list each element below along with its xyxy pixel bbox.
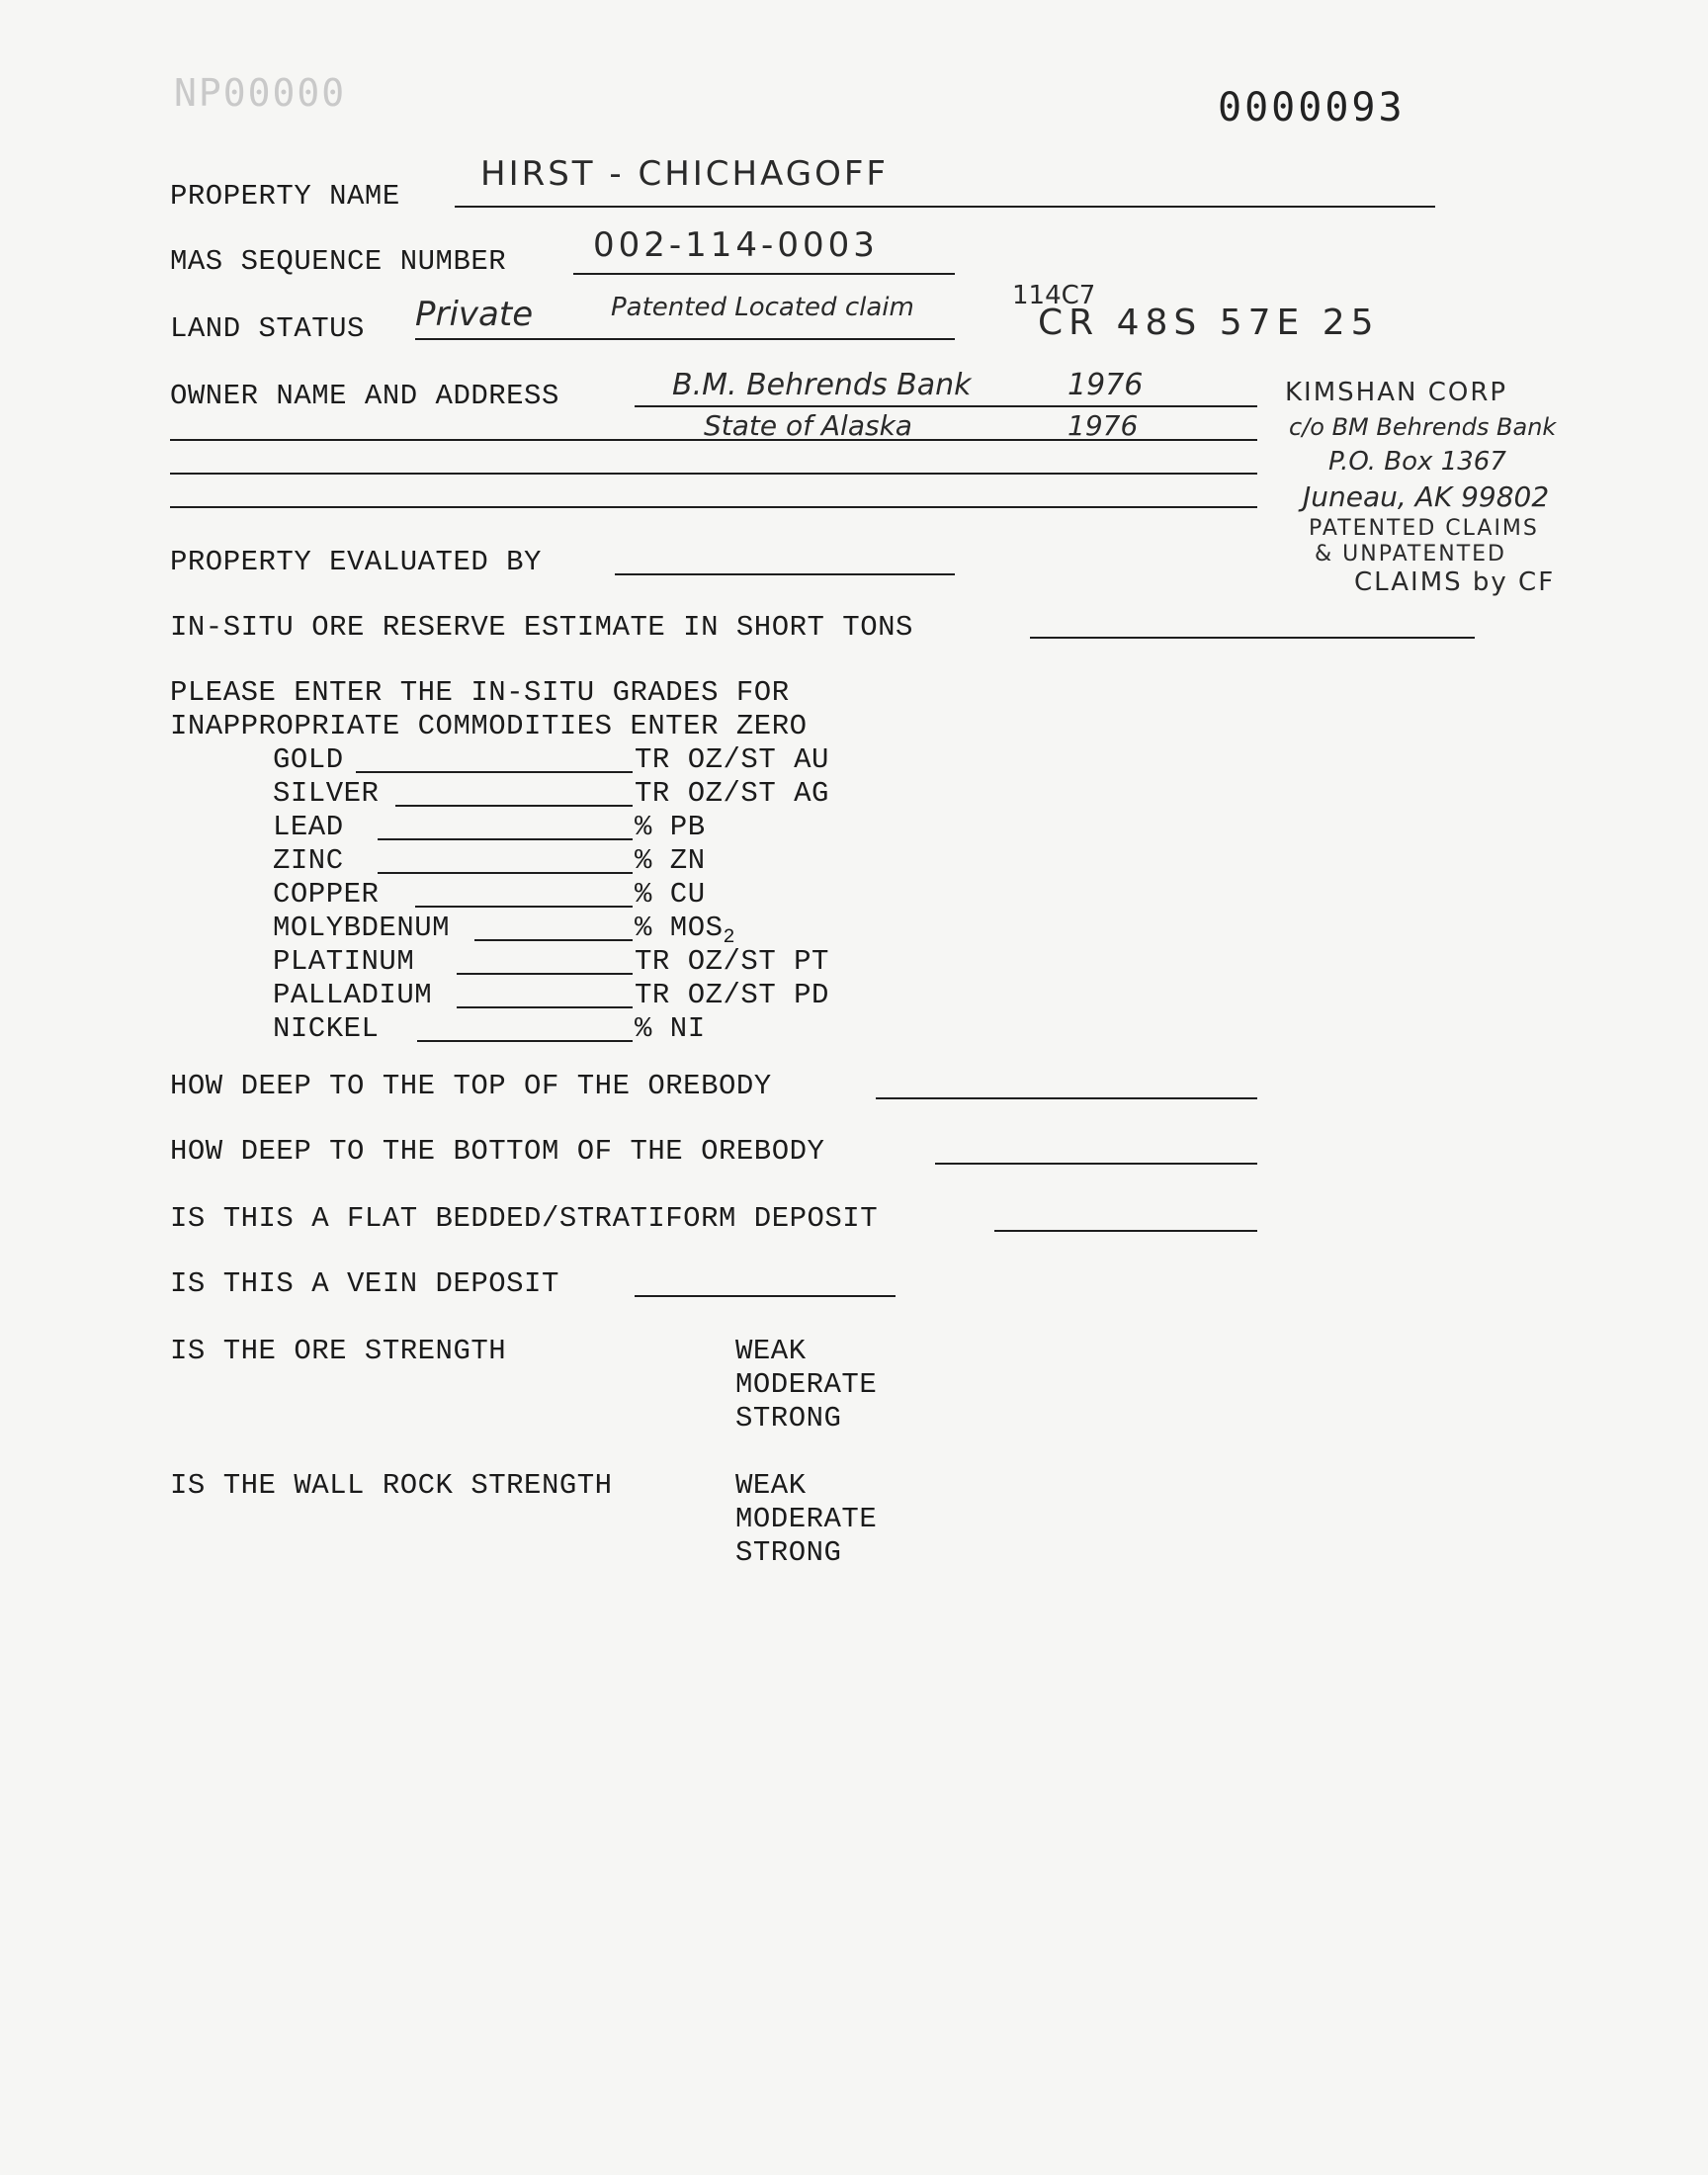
depth-top-line[interactable] xyxy=(876,1097,1257,1099)
grade-label-lead: LEAD xyxy=(273,811,344,843)
grade-unit-copper: % CU xyxy=(635,878,706,911)
map-reference: 114C7 xyxy=(1012,281,1096,310)
grade-line-silver[interactable] xyxy=(395,805,633,807)
grade-unit-molybdenum-subscript: 2 xyxy=(723,925,736,949)
ore-strength-label: IS THE ORE STRENGTH xyxy=(170,1335,507,1367)
land-status-value-patented: Patented Located claim xyxy=(611,293,914,322)
wall-strength-moderate[interactable]: MODERATE xyxy=(735,1503,878,1535)
depth-bottom-label: HOW DEEP TO THE BOTTOM OF THE OREBODY xyxy=(170,1135,825,1168)
depth-top-label: HOW DEEP TO THE TOP OF THE OREBODY xyxy=(170,1070,772,1102)
side-note-line-4: Juneau, AK 99802 xyxy=(1303,480,1550,513)
grade-unit-silver: TR OZ/ST AG xyxy=(635,777,829,810)
property-name-line[interactable] xyxy=(455,206,1435,208)
grade-unit-platinum: TR OZ/ST PT xyxy=(635,945,829,978)
side-note-line-2: c/o BM Behrends Bank xyxy=(1289,413,1557,441)
owner-value-2: State of Alaska xyxy=(704,409,912,442)
land-status-line[interactable] xyxy=(415,338,955,340)
wall-strength-weak[interactable]: WEAK xyxy=(735,1469,807,1502)
grade-unit-zinc: % ZN xyxy=(635,844,706,877)
vein-deposit-label: IS THIS A VEIN DEPOSIT xyxy=(170,1267,559,1300)
owner-line-1[interactable] xyxy=(635,405,1257,407)
owner-value-1-year: 1976 xyxy=(1068,368,1144,402)
side-note-line-5: PATENTED CLAIMS xyxy=(1309,516,1539,541)
ore-strength-strong[interactable]: STRONG xyxy=(735,1402,842,1435)
side-note-line-1: KIMSHAN CORP xyxy=(1285,378,1508,407)
grade-label-palladium: PALLADIUM xyxy=(273,979,433,1011)
grade-line-nickel[interactable] xyxy=(417,1040,633,1042)
property-name-label: PROPERTY NAME xyxy=(170,180,400,213)
township-reference: CR 48S 57E 25 xyxy=(1038,303,1380,343)
ore-strength-weak[interactable]: WEAK xyxy=(735,1335,807,1367)
wall-strength-label: IS THE WALL ROCK STRENGTH xyxy=(170,1469,613,1502)
grade-line-copper[interactable] xyxy=(415,906,633,908)
side-note-line-7: CLAIMS by CF xyxy=(1354,567,1556,597)
grade-label-zinc: ZINC xyxy=(273,844,344,877)
wall-strength-strong[interactable]: STRONG xyxy=(735,1536,842,1569)
reserve-label: IN-SITU ORE RESERVE ESTIMATE IN SHORT TONS xyxy=(170,611,913,644)
owner-label: OWNER NAME AND ADDRESS xyxy=(170,380,559,412)
grade-line-zinc[interactable] xyxy=(378,872,633,874)
grade-unit-molybdenum-text: % MOS xyxy=(635,912,724,944)
land-status-label: LAND STATUS xyxy=(170,312,365,345)
land-status-value-private: Private xyxy=(415,295,534,334)
side-note-line-6: & UNPATENTED xyxy=(1315,542,1506,566)
grade-line-gold[interactable] xyxy=(356,771,633,773)
grade-unit-gold: TR OZ/ST AU xyxy=(635,743,829,776)
mas-sequence-line[interactable] xyxy=(573,273,955,275)
grades-intro-1: PLEASE ENTER THE IN-SITU GRADES FOR xyxy=(170,676,790,709)
owner-value-2-year: 1976 xyxy=(1068,409,1139,442)
grade-unit-palladium: TR OZ/ST PD xyxy=(635,979,829,1011)
evaluated-by-label: PROPERTY EVALUATED BY xyxy=(170,546,542,578)
grade-unit-lead: % PB xyxy=(635,811,706,843)
property-name-value: HIRST - CHICHAGOFF xyxy=(480,154,889,194)
mas-sequence-label: MAS SEQUENCE NUMBER xyxy=(170,245,507,278)
side-note-line-3: P.O. Box 1367 xyxy=(1328,447,1506,477)
grade-label-nickel: NICKEL xyxy=(273,1012,380,1045)
owner-line-4[interactable] xyxy=(170,506,1257,508)
flat-deposit-label: IS THIS A FLAT BEDDED/STRATIFORM DEPOSIT xyxy=(170,1202,879,1235)
owner-value-1: B.M. Behrends Bank xyxy=(672,368,972,402)
document-number: 0000093 xyxy=(1218,85,1406,130)
grade-label-platinum: PLATINUM xyxy=(273,945,415,978)
ore-strength-moderate[interactable]: MODERATE xyxy=(735,1368,878,1401)
grade-unit-nickel: % NI xyxy=(635,1012,706,1045)
grade-line-molybdenum[interactable] xyxy=(474,939,633,941)
grade-label-molybdenum: MOLYBDENUM xyxy=(273,912,451,944)
vein-deposit-line[interactable] xyxy=(635,1295,896,1297)
grade-line-palladium[interactable] xyxy=(457,1006,633,1008)
reserve-line[interactable] xyxy=(1030,637,1475,639)
flat-deposit-line[interactable] xyxy=(994,1230,1257,1232)
grade-line-lead[interactable] xyxy=(378,838,633,840)
depth-bottom-line[interactable] xyxy=(935,1163,1257,1165)
owner-line-3[interactable] xyxy=(170,473,1257,475)
mas-sequence-value: 002-114-0003 xyxy=(593,225,879,265)
faint-stamp: NP00000 xyxy=(174,71,347,115)
grade-label-silver: SILVER xyxy=(273,777,380,810)
grade-label-copper: COPPER xyxy=(273,878,380,911)
grades-intro-2: INAPPROPRIATE COMMODITIES ENTER ZERO xyxy=(170,710,808,742)
evaluated-by-line[interactable] xyxy=(615,573,955,575)
grade-label-gold: GOLD xyxy=(273,743,344,776)
grade-line-platinum[interactable] xyxy=(457,973,633,975)
